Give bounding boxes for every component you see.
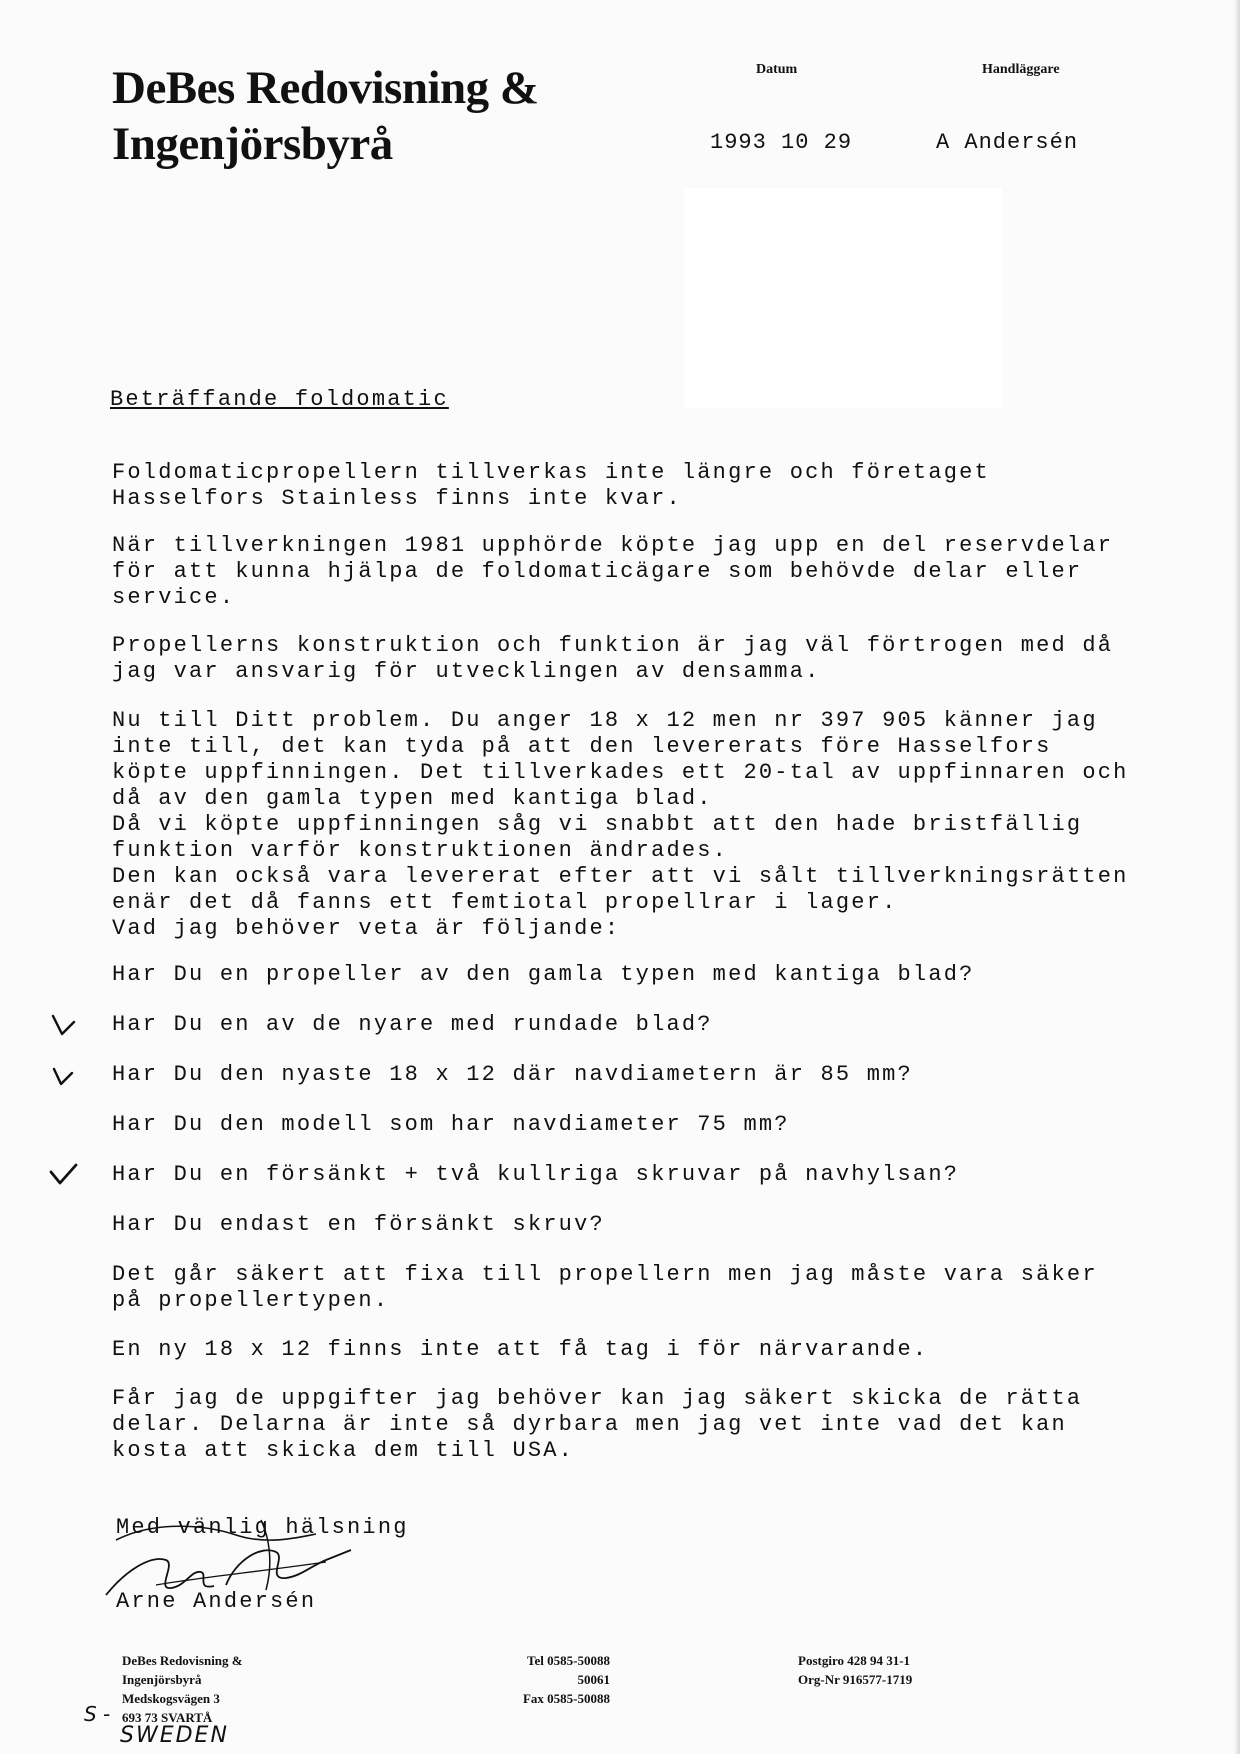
paragraph-1: [112, 460, 990, 512]
text-line: funktion varför konstruktionen ändrades.: [112, 838, 729, 863]
paragraph-7: [112, 1386, 1082, 1464]
question-1: Har Du en propeller av den gamla typen med kantiga blad?: [112, 962, 975, 987]
handwritten-signature: [96, 1500, 356, 1610]
text-line: En ny 18 x 12 finns inte att få tag i för närvarande.: [112, 1337, 929, 1362]
check-mark-icon: [48, 1063, 78, 1089]
text-line: Hasselfors Stainless finns inte kvar.: [112, 486, 682, 511]
check-mark-icon: [48, 1162, 78, 1188]
footer-line: 50061: [577, 1672, 610, 1687]
paragraph-3: [112, 633, 1113, 685]
handwritten-country: SWEDEN: [120, 1723, 229, 1748]
text-line: köpte uppfinningen. Det tillverkades ett 20-tal av uppfinnaren och: [112, 760, 1129, 785]
text-line: enär det då fanns ett femtiotal propellrar i lager.: [112, 890, 898, 915]
footer-line: Fax 0585-50088: [522, 1691, 610, 1706]
text-line: Foldomaticpropellern tillverkas inte längre och företaget: [112, 460, 990, 485]
question-4: Har Du den modell som har navdiameter 75 mm?: [112, 1112, 790, 1137]
footer-address: [122, 1651, 243, 1727]
text-line: då av den gamla typen med kantiga blad.: [112, 786, 713, 811]
text-line: delar. Delarna är inte så dyrbara men jag vet inte vad det kan: [112, 1412, 1067, 1437]
footer-line: DeBes Redovisning &: [122, 1653, 243, 1668]
redacted-address-block: [684, 188, 1002, 408]
text-line: Vad jag behöver veta är följande:: [112, 916, 621, 941]
question-2: Har Du en av de nyare med rundade blad?: [112, 1012, 713, 1037]
text-line: inte till, det kan tyda på att den levererats före Hasselfors: [112, 734, 1052, 759]
closing-greeting: Med vänlig hälsning: [116, 1515, 409, 1540]
page-edge-shadow: [1234, 0, 1240, 1754]
question-6: Har Du endast en försänkt skruv?: [112, 1212, 605, 1237]
footer-bank: [798, 1651, 912, 1689]
paragraph-5: [112, 1262, 1098, 1314]
text-line: Det går säkert att fixa till propellern men jag måste vara säker: [112, 1262, 1098, 1287]
check-mark-icon: [48, 1012, 78, 1038]
question-3: Har Du den nyaste 18 x 12 där navdiametern är 85 mm?: [112, 1062, 913, 1087]
footer-phone: [496, 1651, 610, 1708]
footer-line: 693 73 SVARTÅ: [122, 1710, 213, 1725]
question-5: Har Du en försänkt + två kullriga skruvar på navhylsan?: [112, 1162, 960, 1187]
text-line: Nu till Ditt problem. Du anger 18 x 12 men nr 397 905 känner jag: [112, 708, 1098, 733]
paragraph-6: [112, 1337, 928, 1363]
text-line: för att kunna hjälpa de foldomaticägare som behövde delar eller: [112, 559, 1083, 584]
company-name-line1: DeBes Redovisning &: [112, 62, 539, 114]
text-line: När tillverkningen 1981 upphörde köpte jag upp en del reservdelar: [112, 533, 1114, 558]
subject-line: Beträffande foldomatic: [110, 387, 449, 412]
text-line: Då vi köpte uppfinningen såg vi snabbt att den hade bristfällig: [112, 812, 1083, 837]
signer-name: Arne Andersén: [116, 1589, 317, 1614]
footer-line: Postgiro 428 94 31-1: [798, 1653, 911, 1668]
footer-line: Org-Nr 916577-1719: [798, 1672, 913, 1687]
text-line: Propellerns konstruktion och funktion är jag väl förtrogen med då: [112, 633, 1114, 658]
footer-line: Tel 0585-50088: [527, 1653, 610, 1668]
text-line: Den kan också vara levererat efter att vi sålt tillverkningsrätten: [112, 864, 1129, 889]
text-line: jag var ansvarig för utvecklingen av densamma.: [112, 659, 821, 684]
company-name-line2: Ingenjörsbyrå: [112, 118, 393, 170]
text-line: kosta att skicka dem till USA.: [112, 1438, 575, 1463]
handler-value: A Andersén: [936, 130, 1079, 155]
date-label: Datum: [756, 62, 798, 77]
handler-label: Handläggare: [982, 62, 1060, 77]
company-name: [112, 60, 539, 172]
handwritten-country-prefix: S -: [84, 1702, 111, 1726]
date-value: 1993 10 29: [710, 130, 853, 155]
paragraph-4: [112, 708, 1129, 942]
text-line: service.: [112, 585, 236, 610]
paragraph-2: [112, 533, 1113, 611]
text-line: Får jag de uppgifter jag behöver kan jag säkert skicka de rätta: [112, 1386, 1083, 1411]
footer-line: Medskogsvägen 3: [122, 1691, 220, 1706]
footer-line: Ingenjörsbyrå: [122, 1672, 202, 1687]
text-line: på propellertypen.: [112, 1288, 390, 1313]
